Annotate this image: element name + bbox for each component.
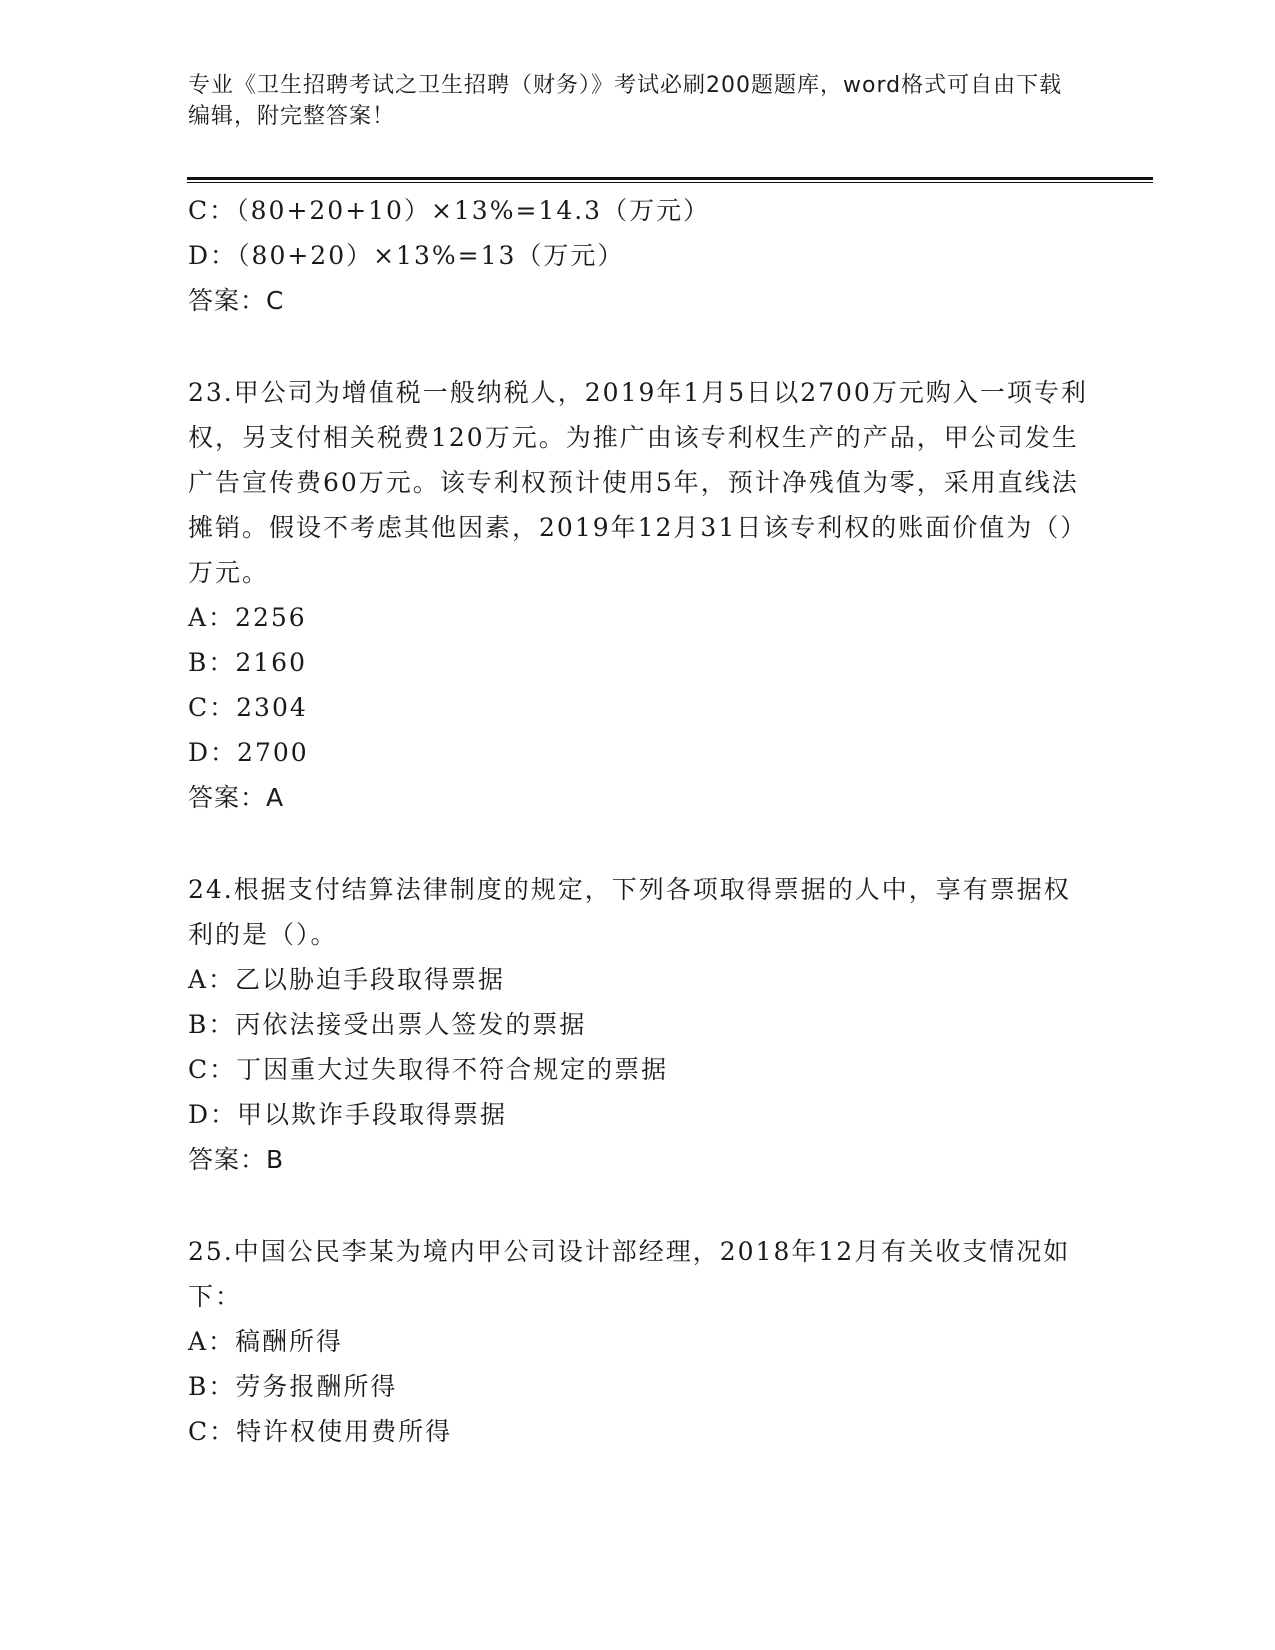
document-header-note: 专业《卫生招聘考试之卫生招聘（财务）》考试必刷200题题库，word格式可自由下载编辑，附完整答案！ bbox=[188, 73, 1063, 129]
option-a: A：乙以胁迫手段取得票据 bbox=[188, 965, 506, 994]
question-text: 23.甲公司为增值税一般纳税人，2019年1月5日以2700万元购入一项专利权，另支付相关税费120万元。为推广由该专利权生产的产品，甲公司发生广告宣传费60万元。该专利权预计使用5年，预计净残值为零，采用直线法摊销。假设不考虑其他因素，2019年12月31日该专利权的账面价值为（）万元。 bbox=[188, 378, 1088, 587]
question-text: 24.根据支付结算法律制度的规定，下列各项取得票据的人中，享有票据权利的是（）。 bbox=[188, 875, 1071, 949]
option-c: C：丁因重大过失取得不符合规定的票据 bbox=[188, 1055, 669, 1084]
question-text: 25.中国公民李某为境内甲公司设计部经理，2018年12月有关收支情况如下： bbox=[188, 1237, 1071, 1311]
option-d: D：2700 bbox=[188, 738, 309, 767]
option-a: A：2256 bbox=[188, 603, 307, 632]
question-block-23 bbox=[188, 370, 1088, 820]
question-block-22-continued bbox=[188, 188, 1088, 323]
spacer bbox=[188, 820, 1088, 867]
option-a: A：稿酬所得 bbox=[188, 1327, 344, 1356]
question-block-25 bbox=[188, 1229, 1088, 1454]
question-block-24 bbox=[188, 867, 1088, 1182]
spacer bbox=[188, 1182, 1088, 1229]
option-d: D：（80+20）×13%=13（万元） bbox=[188, 241, 625, 270]
option-c: C：特许权使用费所得 bbox=[188, 1417, 453, 1446]
option-b: B：2160 bbox=[188, 648, 307, 677]
option-b: B：劳务报酬所得 bbox=[188, 1372, 398, 1401]
option-c: C：2304 bbox=[188, 693, 308, 722]
answer-line: 答案：C bbox=[188, 286, 285, 315]
spacer bbox=[188, 323, 1088, 370]
option-d: D：甲以欺诈手段取得票据 bbox=[188, 1100, 508, 1129]
header-divider-thin bbox=[187, 182, 1153, 183]
question-list bbox=[188, 188, 1088, 1454]
answer-line: 答案：B bbox=[188, 1145, 285, 1174]
option-b: B：丙依法接受出票人签发的票据 bbox=[188, 1010, 587, 1039]
option-c: C：（80+20+10）×13%=14.3（万元） bbox=[188, 196, 711, 225]
answer-line: 答案：A bbox=[188, 783, 285, 812]
header-divider-thick bbox=[187, 177, 1153, 180]
